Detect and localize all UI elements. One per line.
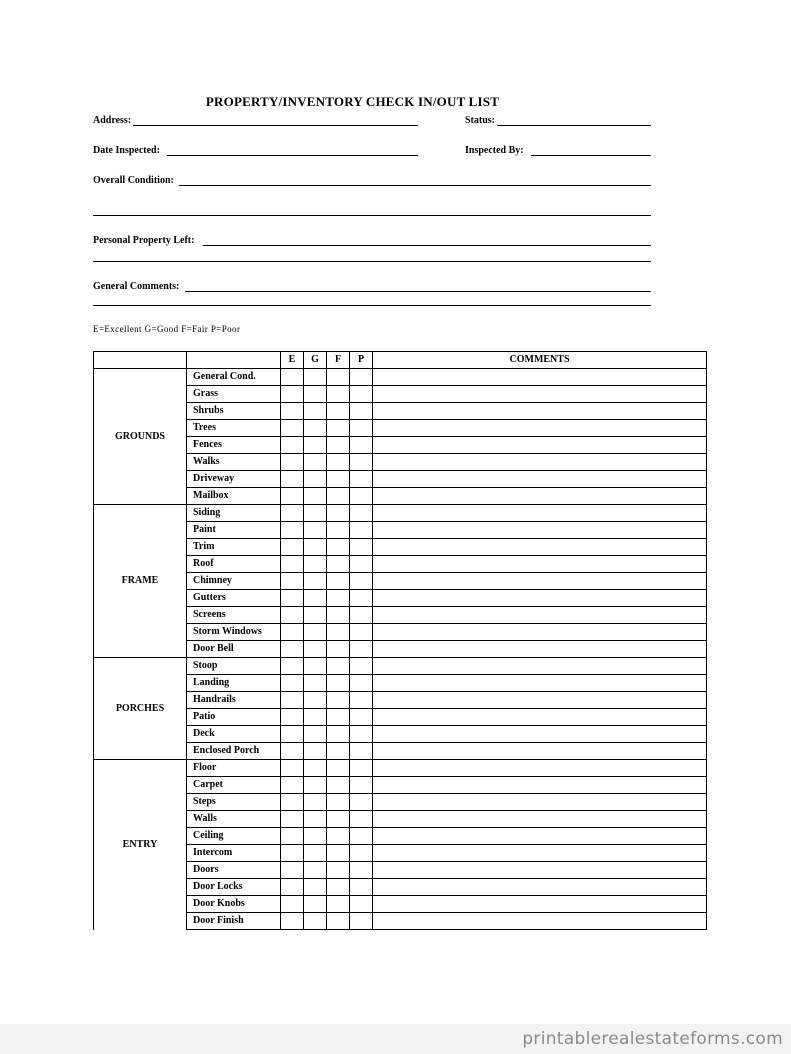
inspected-by-field[interactable] [531, 155, 651, 156]
rating-cell-f[interactable] [327, 709, 350, 726]
rating-cell-f[interactable] [327, 522, 350, 539]
item-label: Walks [187, 454, 281, 471]
rating-cell-g[interactable] [304, 369, 327, 386]
rating-cell-e[interactable] [281, 828, 304, 845]
table-row [94, 760, 707, 777]
rating-cell-g[interactable] [304, 879, 327, 896]
rating-cell-p[interactable] [350, 641, 373, 658]
comments-cell[interactable] [373, 522, 707, 539]
rating-cell-e[interactable] [281, 726, 304, 743]
item-label: Gutters [187, 590, 281, 607]
rating-cell-f[interactable] [327, 845, 350, 862]
rating-cell-e[interactable] [281, 539, 304, 556]
rating-cell-f[interactable] [327, 573, 350, 590]
rating-cell-p[interactable] [350, 862, 373, 879]
comments-cell[interactable] [373, 828, 707, 845]
comments-cell[interactable] [373, 726, 707, 743]
item-label: Fences [187, 437, 281, 454]
rating-cell-f[interactable] [327, 403, 350, 420]
item-label: Ceiling [187, 828, 281, 845]
comments-cell[interactable] [373, 488, 707, 505]
rating-cell-e[interactable] [281, 420, 304, 437]
rating-cell-g[interactable] [304, 386, 327, 403]
group-label-entry: ENTRY [94, 760, 187, 930]
overall-condition-label: Overall Condition: [93, 175, 174, 186]
rating-cell-p[interactable] [350, 624, 373, 641]
item-label: Driveway [187, 471, 281, 488]
rating-cell-g[interactable] [304, 828, 327, 845]
rating-cell-p[interactable] [350, 386, 373, 403]
rating-cell-p[interactable] [350, 505, 373, 522]
table-row [94, 505, 707, 522]
item-label: Floor [187, 760, 281, 777]
rating-cell-g[interactable] [304, 777, 327, 794]
rating-cell-e[interactable] [281, 709, 304, 726]
header-g: G [304, 352, 327, 369]
comments-cell[interactable] [373, 692, 707, 709]
rating-cell-p[interactable] [350, 539, 373, 556]
rating-cell-p[interactable] [350, 828, 373, 845]
rating-cell-p[interactable] [350, 845, 373, 862]
rating-cell-e[interactable] [281, 403, 304, 420]
rating-cell-p[interactable] [350, 607, 373, 624]
rating-cell-g[interactable] [304, 454, 327, 471]
group-label-porches: PORCHES [94, 658, 187, 760]
rating-cell-f[interactable] [327, 862, 350, 879]
comments-cell[interactable] [373, 658, 707, 675]
rating-cell-e[interactable] [281, 471, 304, 488]
comments-cell[interactable] [373, 641, 707, 658]
rating-cell-f[interactable] [327, 471, 350, 488]
item-label: Door Finish [187, 913, 281, 930]
rating-cell-e[interactable] [281, 896, 304, 913]
rating-cell-g[interactable] [304, 709, 327, 726]
comments-cell[interactable] [373, 454, 707, 471]
comments-cell[interactable] [373, 505, 707, 522]
rating-cell-e[interactable] [281, 556, 304, 573]
personal-property-label: Personal Property Left: [93, 235, 195, 246]
comments-cell[interactable] [373, 386, 707, 403]
comments-cell[interactable] [373, 539, 707, 556]
item-label: Chimney [187, 573, 281, 590]
item-label: Trees [187, 420, 281, 437]
header-p: P [350, 352, 373, 369]
header-e: E [281, 352, 304, 369]
item-label: Mailbox [187, 488, 281, 505]
rating-cell-p[interactable] [350, 420, 373, 437]
rating-cell-e[interactable] [281, 437, 304, 454]
rating-cell-g[interactable] [304, 862, 327, 879]
rating-cell-f[interactable] [327, 369, 350, 386]
table-row [94, 369, 707, 386]
rating-cell-p[interactable] [350, 726, 373, 743]
rating-cell-g[interactable] [304, 845, 327, 862]
rating-cell-e[interactable] [281, 862, 304, 879]
rating-cell-e[interactable] [281, 641, 304, 658]
comments-cell[interactable] [373, 369, 707, 386]
item-label: Trim [187, 539, 281, 556]
rating-cell-f[interactable] [327, 743, 350, 760]
inventory-table [93, 351, 707, 930]
rating-cell-g[interactable] [304, 522, 327, 539]
rating-cell-f[interactable] [327, 913, 350, 930]
rating-cell-f[interactable] [327, 590, 350, 607]
rating-cell-e[interactable] [281, 369, 304, 386]
comments-cell[interactable] [373, 624, 707, 641]
rating-cell-f[interactable] [327, 794, 350, 811]
comments-cell[interactable] [373, 913, 707, 930]
rating-cell-g[interactable] [304, 420, 327, 437]
rating-cell-f[interactable] [327, 777, 350, 794]
item-label: Landing [187, 675, 281, 692]
item-label: Steps [187, 794, 281, 811]
comments-cell[interactable] [373, 709, 707, 726]
rating-cell-p[interactable] [350, 488, 373, 505]
rating-cell-f[interactable] [327, 624, 350, 641]
rating-cell-g[interactable] [304, 760, 327, 777]
rating-cell-p[interactable] [350, 590, 373, 607]
status-field[interactable] [497, 125, 651, 126]
item-label: Door Bell [187, 641, 281, 658]
item-label: Walls [187, 811, 281, 828]
rating-cell-g[interactable] [304, 692, 327, 709]
overall-condition-line-2[interactable] [93, 215, 651, 216]
rating-cell-e[interactable] [281, 777, 304, 794]
item-label: Carpet [187, 777, 281, 794]
rating-cell-e[interactable] [281, 522, 304, 539]
rating-cell-e[interactable] [281, 760, 304, 777]
rating-cell-f[interactable] [327, 879, 350, 896]
rating-cell-f[interactable] [327, 556, 350, 573]
item-label: Roof [187, 556, 281, 573]
general-comments-line-2[interactable] [93, 305, 651, 306]
inspected-by-label: Inspected By: [465, 145, 524, 156]
rating-cell-p[interactable] [350, 369, 373, 386]
rating-legend: E=Excellent G=Good F=Fair P=Poor [93, 324, 241, 334]
address-label: Address: [93, 115, 132, 126]
rating-cell-e[interactable] [281, 488, 304, 505]
item-label: Doors [187, 862, 281, 879]
rating-cell-p[interactable] [350, 437, 373, 454]
comments-cell[interactable] [373, 607, 707, 624]
item-label: Shrubs [187, 403, 281, 420]
rating-cell-p[interactable] [350, 760, 373, 777]
rating-cell-g[interactable] [304, 505, 327, 522]
rating-cell-g[interactable] [304, 488, 327, 505]
rating-cell-f[interactable] [327, 505, 350, 522]
status-label: Status: [465, 115, 496, 126]
footer-watermark: printablerealestateforms.com [522, 1029, 783, 1049]
comments-cell[interactable] [373, 845, 707, 862]
rating-cell-e[interactable] [281, 590, 304, 607]
rating-cell-g[interactable] [304, 556, 327, 573]
general-comments-field[interactable] [185, 291, 651, 292]
rating-cell-g[interactable] [304, 675, 327, 692]
table-header-row [94, 352, 707, 369]
rating-cell-g[interactable] [304, 403, 327, 420]
item-label: Enclosed Porch [187, 743, 281, 760]
personal-property-field[interactable] [203, 245, 651, 246]
rating-cell-f[interactable] [327, 828, 350, 845]
item-label: Patio [187, 709, 281, 726]
rating-cell-p[interactable] [350, 573, 373, 590]
item-label: Siding [187, 505, 281, 522]
comments-cell[interactable] [373, 794, 707, 811]
general-comments-label: General Comments: [93, 281, 180, 292]
rating-cell-f[interactable] [327, 675, 350, 692]
personal-property-line-2[interactable] [93, 261, 651, 262]
rating-cell-g[interactable] [304, 641, 327, 658]
rating-cell-e[interactable] [281, 811, 304, 828]
comments-cell[interactable] [373, 590, 707, 607]
group-label-grounds: GROUNDS [94, 369, 187, 505]
rating-cell-p[interactable] [350, 794, 373, 811]
address-field[interactable] [133, 125, 418, 126]
item-label: Grass [187, 386, 281, 403]
rating-cell-g[interactable] [304, 607, 327, 624]
rating-cell-e[interactable] [281, 743, 304, 760]
comments-cell[interactable] [373, 896, 707, 913]
rating-cell-g[interactable] [304, 539, 327, 556]
item-label: Handrails [187, 692, 281, 709]
rating-cell-f[interactable] [327, 726, 350, 743]
rating-cell-f[interactable] [327, 539, 350, 556]
item-label: Door Knobs [187, 896, 281, 913]
rating-cell-g[interactable] [304, 573, 327, 590]
rating-cell-p[interactable] [350, 879, 373, 896]
rating-cell-g[interactable] [304, 743, 327, 760]
rating-cell-p[interactable] [350, 471, 373, 488]
comments-cell[interactable] [373, 760, 707, 777]
rating-cell-g[interactable] [304, 590, 327, 607]
item-label: Storm Windows [187, 624, 281, 641]
header-f: F [327, 352, 350, 369]
rating-cell-p[interactable] [350, 522, 373, 539]
rating-cell-p[interactable] [350, 777, 373, 794]
rating-cell-f[interactable] [327, 760, 350, 777]
item-label: Paint [187, 522, 281, 539]
rating-cell-p[interactable] [350, 811, 373, 828]
rating-cell-p[interactable] [350, 556, 373, 573]
rating-cell-g[interactable] [304, 794, 327, 811]
header-item [187, 352, 281, 369]
comments-cell[interactable] [373, 437, 707, 454]
comments-cell[interactable] [373, 743, 707, 760]
rating-cell-p[interactable] [350, 743, 373, 760]
rating-cell-f[interactable] [327, 641, 350, 658]
rating-cell-p[interactable] [350, 692, 373, 709]
rating-cell-g[interactable] [304, 624, 327, 641]
rating-cell-e[interactable] [281, 913, 304, 930]
rating-cell-f[interactable] [327, 488, 350, 505]
item-label: Deck [187, 726, 281, 743]
rating-cell-p[interactable] [350, 709, 373, 726]
rating-cell-f[interactable] [327, 420, 350, 437]
comments-cell[interactable] [373, 862, 707, 879]
overall-condition-field[interactable] [179, 185, 651, 186]
rating-cell-e[interactable] [281, 624, 304, 641]
rating-cell-e[interactable] [281, 879, 304, 896]
comments-cell[interactable] [373, 471, 707, 488]
rating-cell-e[interactable] [281, 675, 304, 692]
header-group [94, 352, 187, 369]
rating-cell-g[interactable] [304, 437, 327, 454]
item-label: Screens [187, 607, 281, 624]
rating-cell-p[interactable] [350, 454, 373, 471]
comments-cell[interactable] [373, 420, 707, 437]
item-label: Stoop [187, 658, 281, 675]
rating-cell-e[interactable] [281, 386, 304, 403]
rating-cell-f[interactable] [327, 658, 350, 675]
rating-cell-f[interactable] [327, 896, 350, 913]
rating-cell-f[interactable] [327, 437, 350, 454]
rating-cell-g[interactable] [304, 811, 327, 828]
rating-cell-f[interactable] [327, 386, 350, 403]
item-label: General Cond. [187, 369, 281, 386]
rating-cell-e[interactable] [281, 692, 304, 709]
rating-cell-f[interactable] [327, 811, 350, 828]
rating-cell-p[interactable] [350, 658, 373, 675]
rating-cell-g[interactable] [304, 471, 327, 488]
comments-cell[interactable] [373, 811, 707, 828]
rating-cell-e[interactable] [281, 794, 304, 811]
rating-cell-g[interactable] [304, 913, 327, 930]
item-label: Intercom [187, 845, 281, 862]
rating-cell-g[interactable] [304, 726, 327, 743]
comments-cell[interactable] [373, 675, 707, 692]
comments-cell[interactable] [373, 777, 707, 794]
date-inspected-field[interactable] [167, 155, 418, 156]
rating-cell-e[interactable] [281, 454, 304, 471]
rating-cell-f[interactable] [327, 454, 350, 471]
header-comments: COMMENTS [373, 352, 707, 369]
rating-cell-e[interactable] [281, 845, 304, 862]
date-inspected-label: Date Inspected: [93, 145, 160, 156]
table-row [94, 658, 707, 675]
comments-cell[interactable] [373, 573, 707, 590]
group-label-frame: FRAME [94, 505, 187, 658]
comments-cell[interactable] [373, 403, 707, 420]
rating-cell-e[interactable] [281, 607, 304, 624]
form-title: PROPERTY/INVENTORY CHECK IN/OUT LIST [205, 94, 500, 109]
rating-cell-p[interactable] [350, 403, 373, 420]
rating-cell-p[interactable] [350, 896, 373, 913]
item-label: Door Locks [187, 879, 281, 896]
rating-cell-p[interactable] [350, 675, 373, 692]
rating-cell-g[interactable] [304, 658, 327, 675]
rating-cell-e[interactable] [281, 573, 304, 590]
comments-cell[interactable] [373, 556, 707, 573]
rating-cell-g[interactable] [304, 896, 327, 913]
rating-cell-f[interactable] [327, 607, 350, 624]
rating-cell-e[interactable] [281, 658, 304, 675]
rating-cell-p[interactable] [350, 913, 373, 930]
rating-cell-f[interactable] [327, 692, 350, 709]
comments-cell[interactable] [373, 879, 707, 896]
rating-cell-e[interactable] [281, 505, 304, 522]
